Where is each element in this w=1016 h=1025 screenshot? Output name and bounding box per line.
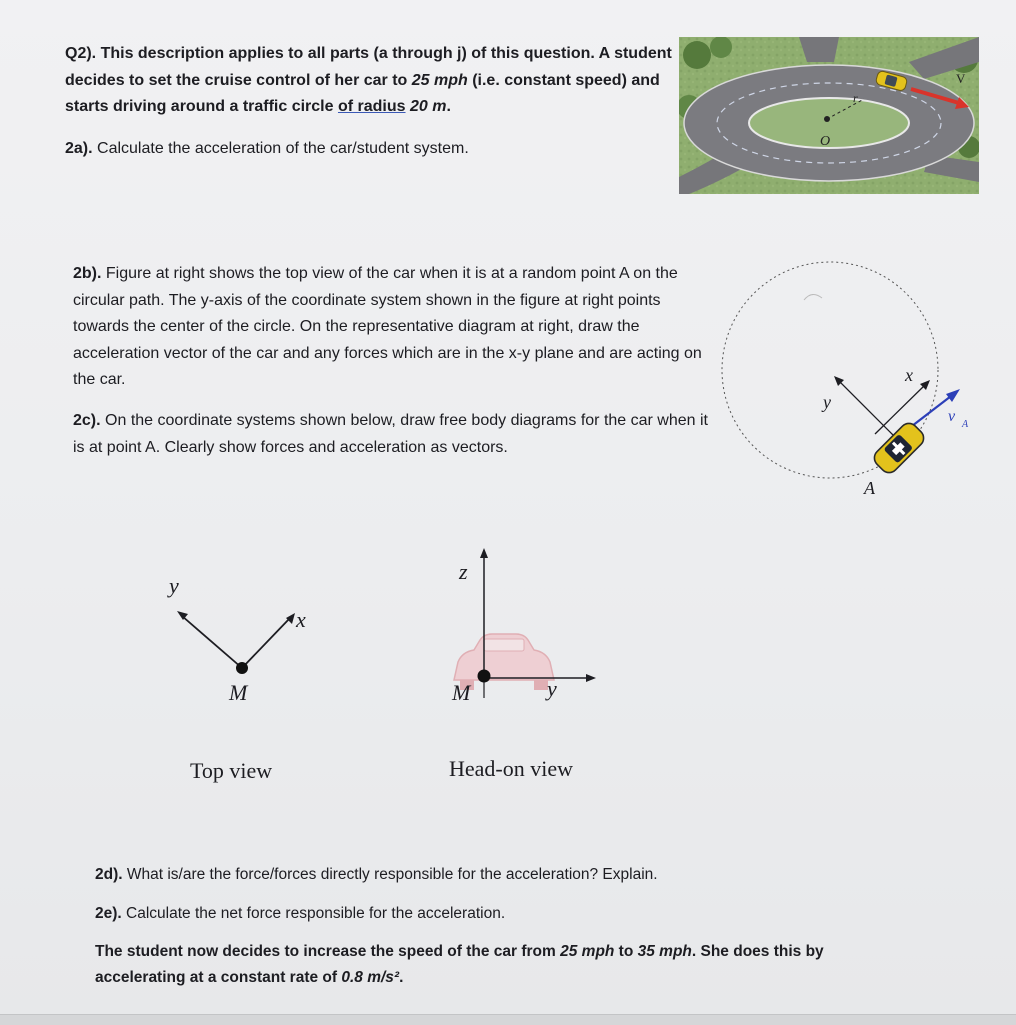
- question-2d: [95, 862, 895, 889]
- question-2-followup: [95, 939, 915, 991]
- q2-radius: 20 m: [409, 98, 447, 115]
- head-on-y-label: y: [547, 676, 557, 701]
- top-view-mass-point: [236, 662, 248, 674]
- q2-of-radius: of radius: [337, 98, 406, 115]
- question-2e: [95, 901, 895, 928]
- x-axis-line: [875, 384, 926, 434]
- q2-text-1: This description applies to all parts (a through j) of this question. A student decides to set the cruise control of her car to: [65, 45, 672, 89]
- q2a-label: 2a).: [65, 140, 93, 157]
- q2d-label: 2d).: [95, 866, 123, 883]
- circle-x-label: x: [905, 365, 913, 385]
- head-on-m-label: M: [452, 680, 471, 705]
- screen-bottom-edge: [0, 1014, 1016, 1025]
- q2-end: .: [446, 98, 451, 115]
- circular-path-diagram: [712, 256, 1002, 501]
- q2e-label: 2e).: [95, 905, 122, 922]
- circle-y-label: y: [823, 392, 831, 412]
- velocity-label: v: [948, 408, 956, 425]
- q2b-label: 2b).: [73, 265, 102, 282]
- question-2-intro: [65, 41, 675, 121]
- top-view-car: [871, 420, 928, 477]
- point-a-label: A: [864, 478, 875, 498]
- q2f-text-2: to: [614, 943, 638, 960]
- top-view-y-label: y: [169, 573, 179, 598]
- top-view-caption: Top view: [190, 758, 273, 783]
- q2b-text: Figure at right shows the top view of the car when it is at a random point A on the circular path. The y-axis of the coordinate system shown in the figure at right points towards the center of the circle. On the representative diagram at right, draw the acceleration vector of the car and any forces which are in the x-y plane and are acting on the car.: [73, 265, 702, 388]
- q2f-speed-to: 35 mph: [637, 943, 692, 960]
- q2d-text: What is/are the force/forces directly responsible for the acceleration? Explain.: [122, 866, 658, 883]
- q2f-text-1: The student now decides to increase the speed of the car from: [95, 943, 561, 960]
- q2e-text: Calculate the net force responsible for the acceleration.: [121, 905, 506, 922]
- q2f-text-3: . She does this by accelerating at a constant rate of: [95, 943, 824, 986]
- traffic-circle-photo: [679, 37, 979, 194]
- q2a-text: Calculate the acceleration of the car/student system.: [92, 140, 469, 157]
- q2c-label: 2c).: [73, 412, 101, 429]
- q2f-text-4: .: [399, 969, 404, 986]
- top-view-m-label: M: [229, 680, 248, 705]
- q2c-text: On the coordinate systems shown below, draw free body diagrams for the car when it is at point A. Clearly show forces and acceleration as vectors.: [73, 412, 708, 456]
- photo-velocity-label: V: [956, 71, 966, 86]
- velocity-subscript: A: [962, 419, 969, 430]
- top-view-axes: [160, 578, 340, 703]
- question-2c: [73, 408, 713, 461]
- photo-center-label: O: [820, 134, 831, 149]
- q2-label: Q2).: [65, 45, 97, 62]
- y-axis-line: [838, 380, 894, 436]
- head-on-mass-point: [478, 670, 491, 683]
- head-on-z-label: z: [459, 559, 468, 584]
- q2-text-2: (i.e. constant speed) and starts driving around a traffic circle: [65, 71, 660, 115]
- question-2b: [73, 261, 713, 394]
- photo-radius-label: r: [853, 91, 858, 105]
- head-on-view-caption: Head-on view: [449, 756, 574, 781]
- q2f-speed-from: 25 mph: [560, 943, 615, 960]
- question-2a: [65, 136, 665, 163]
- top-view-x-label: x: [296, 607, 306, 632]
- q2f-rate: 0.8 m/s²: [341, 969, 400, 986]
- q2-speed: 25 mph: [411, 71, 468, 89]
